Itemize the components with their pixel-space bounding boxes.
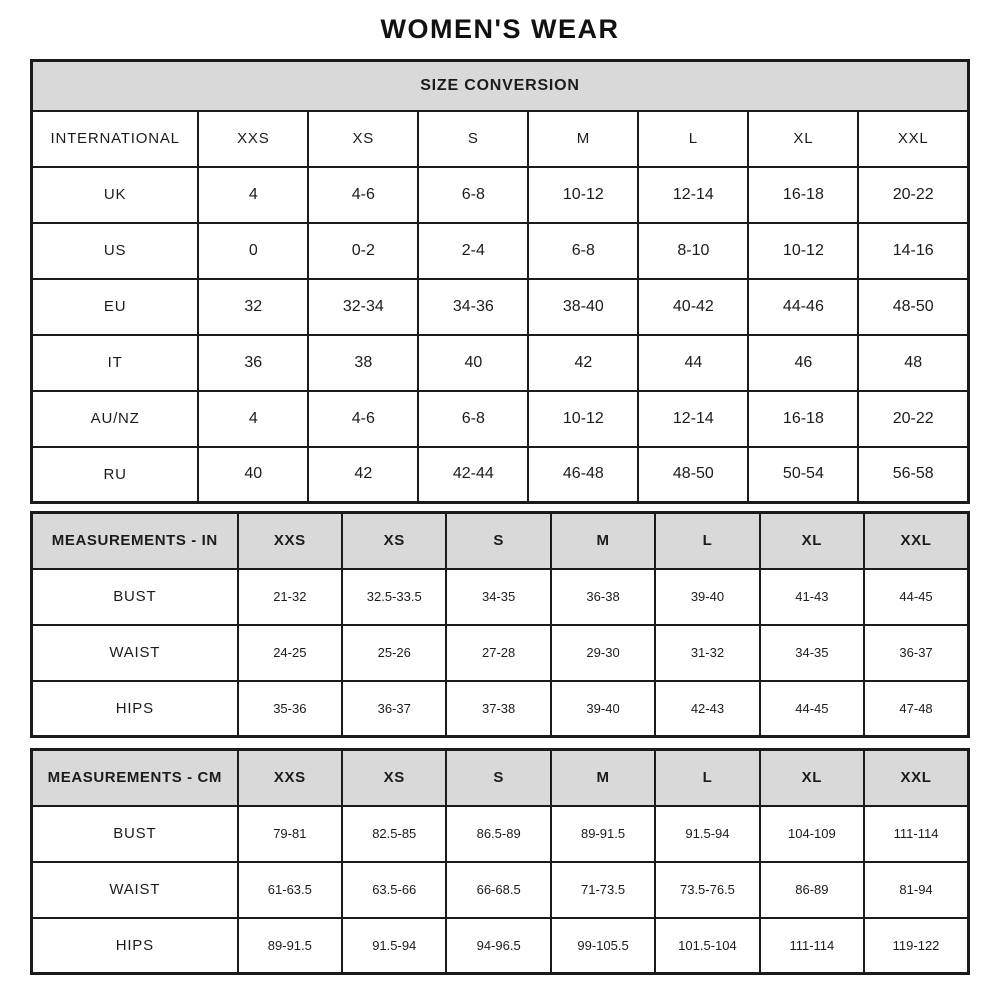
row-label-us: US (32, 223, 199, 279)
size-value: 38-40 (528, 279, 638, 335)
measurement-value: 82.5-85 (342, 806, 446, 862)
measurement-value: 36-37 (342, 681, 446, 737)
column-header-m: M (528, 111, 638, 167)
size-value: 0-2 (308, 223, 418, 279)
measurement-value: 34-35 (760, 625, 864, 681)
column-header-xl: XL (760, 750, 864, 806)
size-value: 44 (638, 335, 748, 391)
measurement-value: 36-37 (864, 625, 968, 681)
measurement-value: 47-48 (864, 681, 968, 737)
column-header-m: M (551, 513, 655, 569)
column-header-xxl: XXL (864, 513, 968, 569)
measurement-value: 73.5-76.5 (655, 862, 759, 918)
size-value: 20-22 (858, 167, 968, 223)
size-value: 50-54 (748, 447, 858, 503)
column-header-s: S (446, 513, 550, 569)
size-value: 4 (198, 391, 308, 447)
measurements-cm-table (30, 748, 970, 975)
measurement-value: 42-43 (655, 681, 759, 737)
measurement-value: 32.5-33.5 (342, 569, 446, 625)
measurement-value: 35-36 (238, 681, 342, 737)
size-value: 20-22 (858, 391, 968, 447)
measurement-value: 81-94 (864, 862, 968, 918)
table-row-aunz (32, 391, 969, 447)
measurement-value: 61-63.5 (238, 862, 342, 918)
measurement-value: 29-30 (551, 625, 655, 681)
measurement-value: 25-26 (342, 625, 446, 681)
measurement-value: 99-105.5 (551, 918, 655, 974)
table-row-waist-in (32, 625, 969, 681)
measurement-value: 66-68.5 (446, 862, 550, 918)
size-value: 38 (308, 335, 418, 391)
table-row-hips-cm (32, 918, 969, 974)
size-value: 12-14 (638, 391, 748, 447)
size-value: 4-6 (308, 167, 418, 223)
size-value: 6-8 (418, 391, 528, 447)
measurement-value: 41-43 (760, 569, 864, 625)
measurement-value: 44-45 (864, 569, 968, 625)
row-label-eu: EU (32, 279, 199, 335)
measurement-value: 104-109 (760, 806, 864, 862)
measurement-value: 31-32 (655, 625, 759, 681)
measurement-value: 36-38 (551, 569, 655, 625)
column-header-international: INTERNATIONAL (32, 111, 199, 167)
size-conversion-header: SIZE CONVERSION (32, 61, 969, 111)
table-row-waist-cm (32, 862, 969, 918)
row-label-bust: BUST (32, 806, 238, 862)
column-header-l: L (655, 750, 759, 806)
column-header-xl: XL (748, 111, 858, 167)
measurement-value: 86-89 (760, 862, 864, 918)
size-value: 12-14 (638, 167, 748, 223)
measurement-value: 24-25 (238, 625, 342, 681)
measurement-value: 39-40 (655, 569, 759, 625)
row-label-hips: HIPS (32, 918, 238, 974)
column-header-xxl: XXL (858, 111, 968, 167)
size-value: 56-58 (858, 447, 968, 503)
table-row-it (32, 335, 969, 391)
measurements-cm-title: MEASUREMENTS - CM (32, 750, 238, 806)
size-value: 48 (858, 335, 968, 391)
size-value: 4-6 (308, 391, 418, 447)
row-label-it: IT (32, 335, 199, 391)
size-value: 40 (198, 447, 308, 503)
row-label-ru: RU (32, 447, 199, 503)
size-value: 42-44 (418, 447, 528, 503)
column-header-xxs: XXS (238, 513, 342, 569)
measurement-value: 119-122 (864, 918, 968, 974)
row-label-uk: UK (32, 167, 199, 223)
size-value: 32 (198, 279, 308, 335)
table-row-us (32, 223, 969, 279)
table-row-bust-cm (32, 806, 969, 862)
column-header-xs: XS (342, 513, 446, 569)
size-value: 42 (528, 335, 638, 391)
measurement-value: 111-114 (760, 918, 864, 974)
size-value: 48-50 (858, 279, 968, 335)
size-value: 10-12 (748, 223, 858, 279)
column-header-m: M (551, 750, 655, 806)
size-value: 46 (748, 335, 858, 391)
size-value: 4 (198, 167, 308, 223)
row-label-waist: WAIST (32, 862, 238, 918)
row-label-aunz: AU/NZ (32, 391, 199, 447)
size-value: 44-46 (748, 279, 858, 335)
table-row-uk (32, 167, 969, 223)
measurement-value: 71-73.5 (551, 862, 655, 918)
size-value: 46-48 (528, 447, 638, 503)
measurement-value: 89-91.5 (238, 918, 342, 974)
column-header-xxl: XXL (864, 750, 968, 806)
size-value: 6-8 (528, 223, 638, 279)
size-value: 8-10 (638, 223, 748, 279)
page-title: WOMEN'S WEAR (380, 14, 620, 44)
measurement-value: 89-91.5 (551, 806, 655, 862)
measurements-in-header-row (32, 513, 969, 569)
measurement-value: 39-40 (551, 681, 655, 737)
size-conversion-table (30, 59, 970, 504)
size-value: 0 (198, 223, 308, 279)
measurement-value: 21-32 (238, 569, 342, 625)
size-value: 34-36 (418, 279, 528, 335)
measurement-value: 91.5-94 (655, 806, 759, 862)
size-value: 36 (198, 335, 308, 391)
row-label-bust: BUST (32, 569, 238, 625)
measurement-value: 79-81 (238, 806, 342, 862)
measurement-value: 27-28 (446, 625, 550, 681)
size-value: 14-16 (858, 223, 968, 279)
measurements-cm-header-row (32, 750, 969, 806)
measurement-value: 44-45 (760, 681, 864, 737)
size-value: 16-18 (748, 167, 858, 223)
measurement-value: 86.5-89 (446, 806, 550, 862)
size-value: 16-18 (748, 391, 858, 447)
size-conversion-column-header-row (32, 111, 969, 167)
size-value: 6-8 (418, 167, 528, 223)
measurement-value: 111-114 (864, 806, 968, 862)
size-value: 40 (418, 335, 528, 391)
size-value: 32-34 (308, 279, 418, 335)
table-row-bust-in (32, 569, 969, 625)
measurement-value: 91.5-94 (342, 918, 446, 974)
column-header-l: L (638, 111, 748, 167)
measurements-in-table (30, 511, 970, 738)
table-row-ru (32, 447, 969, 503)
measurement-value: 101.5-104 (655, 918, 759, 974)
table-row-eu (32, 279, 969, 335)
size-value: 10-12 (528, 391, 638, 447)
size-value: 42 (308, 447, 418, 503)
measurement-value: 34-35 (446, 569, 550, 625)
measurement-value: 94-96.5 (446, 918, 550, 974)
column-header-xs: XS (308, 111, 418, 167)
size-value: 2-4 (418, 223, 528, 279)
size-value: 40-42 (638, 279, 748, 335)
table-row-hips-in (32, 681, 969, 737)
column-header-s: S (418, 111, 528, 167)
size-value: 48-50 (638, 447, 748, 503)
column-header-xxs: XXS (238, 750, 342, 806)
size-value: 10-12 (528, 167, 638, 223)
column-header-l: L (655, 513, 759, 569)
measurements-in-title: MEASUREMENTS - IN (32, 513, 238, 569)
column-header-s: S (446, 750, 550, 806)
row-label-hips: HIPS (32, 681, 238, 737)
column-header-xl: XL (760, 513, 864, 569)
measurement-value: 63.5-66 (342, 862, 446, 918)
row-label-waist: WAIST (32, 625, 238, 681)
measurement-value: 37-38 (446, 681, 550, 737)
column-header-xxs: XXS (198, 111, 308, 167)
column-header-xs: XS (342, 750, 446, 806)
